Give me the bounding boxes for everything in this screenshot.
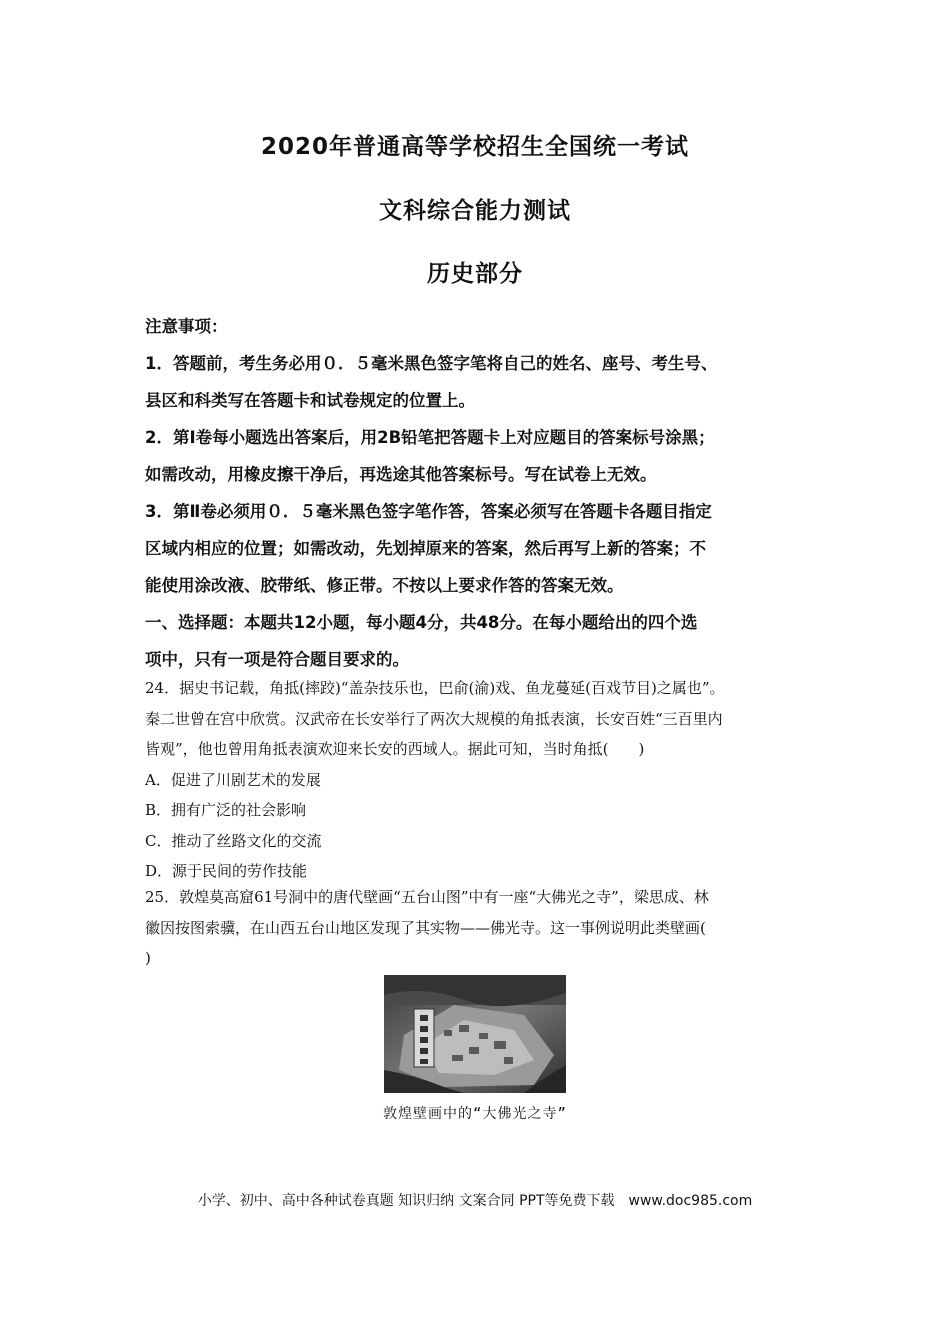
- notice-line: 县区和科类写在答题卡和试卷规定的位置上。: [145, 391, 475, 410]
- question-24: [145, 673, 810, 887]
- notice-line: 能使用涂改液、胶带纸、修正带。不按以上要求作答的答案无效。: [145, 576, 624, 595]
- question-stem-line: ): [145, 949, 151, 967]
- notice-block: [145, 308, 805, 678]
- exam-title: 2020年普通高等学校招生全国统一考试: [260, 134, 689, 160]
- option-a: A．促进了川剧艺术的发展: [145, 770, 321, 789]
- option-d: D．源于民间的劳作技能: [145, 862, 308, 880]
- notice-line: 如需改动，用橡皮擦干净后，再选途其他答案标号。写在试卷上无效。: [145, 465, 657, 484]
- question-stem-line: 秦二世曾在宫中欣赏。汉武帝在长安举行了两次大规模的角抵表演，长安百姓“三百里内: [145, 709, 723, 728]
- notice-line: 3．第Ⅱ卷必须用０．５毫米黑色签字笔作答，答案必须写在答题卡各题目指定: [145, 502, 712, 521]
- option-b: B．拥有广泛的社会影响: [145, 801, 307, 819]
- figure-caption: 敦煌壁画中的“大佛光之寺”: [383, 1106, 567, 1122]
- notice-line: 区域内相应的位置；如需改动，先划掉原来的答案，然后再写上新的答案；不: [145, 539, 706, 558]
- notice-heading: 注意事项：: [145, 317, 228, 336]
- question-stem-line: 24．据史书记载，角抵(摔跤)“盖杂技乐也，巴俞(渝)戏、鱼龙蔓延(百戏节目)之属也”。: [145, 679, 725, 697]
- notice-line: 项中，只有一项是符合题目要求的。: [145, 650, 409, 669]
- option-c: C．推动了丝路文化的交流: [145, 831, 322, 850]
- question-stem-line: 皆观”，他也曾用角抵表演欢迎来长安的西域人。据此可知，当时角抵( ): [145, 740, 645, 758]
- section-title: 历史部分: [427, 261, 523, 287]
- page-footer: 小学、初中、高中各种试卷真题 知识归纳 文案合同 PPT等免费下载 www.doc985.com: [197, 1193, 753, 1209]
- mural-photo: [384, 975, 566, 1093]
- question-25: [145, 882, 810, 974]
- exam-subtitle: 文科综合能力测试: [379, 198, 571, 224]
- question-stem-line: 徽因按图索骥，在山西五台山地区发现了其实物——佛光寺。这一事例说明此类壁画(: [145, 918, 706, 937]
- question-stem-line: 25．敦煌莫高窟61号洞中的唐代壁画“五台山图”中有一座“大佛光之寺”，梁思成、林: [145, 888, 709, 906]
- notice-line: 一、选择题：本题共12小题，每小题4分，共48分。在每小题给出的四个选: [145, 613, 698, 632]
- mural-image: [384, 975, 566, 1093]
- notice-line: 2．第Ⅰ卷每小题选出答案后，用2B铅笔把答题卡上对应题目的答案标号涂黑；: [145, 428, 715, 447]
- notice-line: 1．答题前，考生务必用０．５毫米黑色签字笔将自己的姓名、座号、考生号、: [145, 354, 718, 373]
